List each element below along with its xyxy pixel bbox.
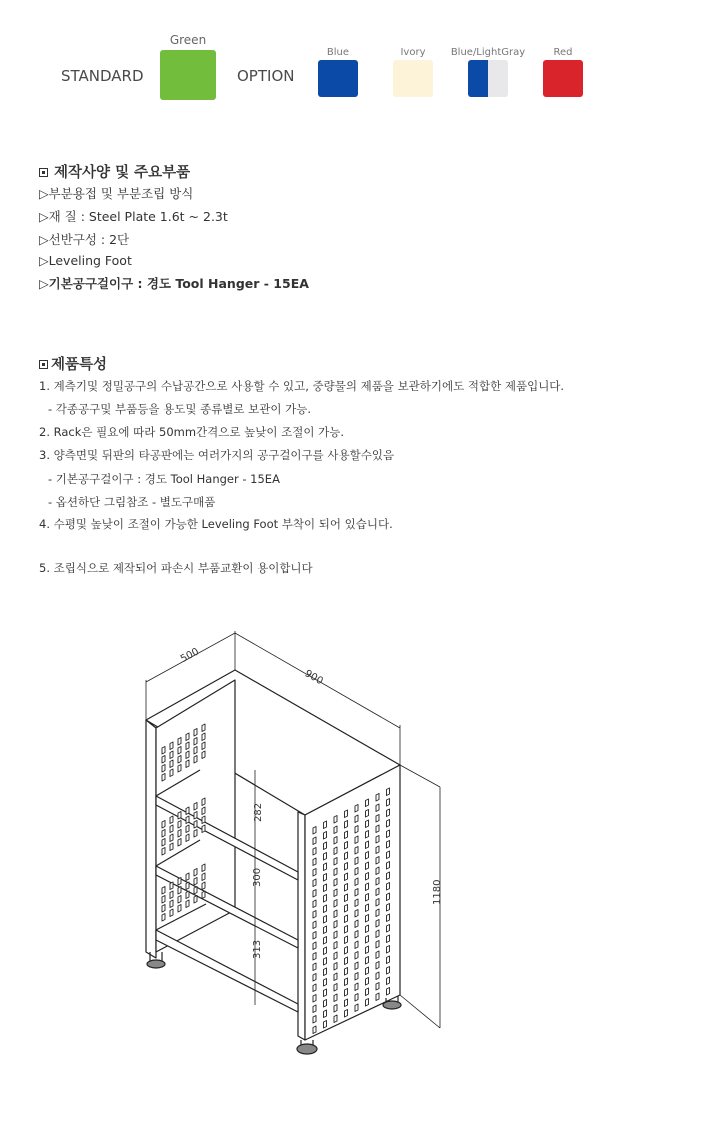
perforation-slot	[376, 909, 379, 917]
perforation-slot	[313, 879, 316, 887]
perforation-slot	[324, 895, 327, 903]
perforation-slot	[345, 926, 348, 934]
perforation-slot	[366, 810, 369, 818]
perforation-slot	[345, 968, 348, 976]
perforation-slot	[376, 972, 379, 980]
perforation-slot	[194, 747, 197, 755]
perforation-slot	[376, 794, 379, 802]
swatch-caption-blue: Blue	[326, 47, 350, 58]
perforation-slot	[376, 951, 379, 959]
perforation-slot	[355, 941, 358, 949]
perforation-slot	[345, 884, 348, 892]
perforation-slot	[202, 733, 205, 741]
perforation-slot	[178, 887, 181, 895]
perforation-slot	[376, 920, 379, 928]
perforation-slot	[170, 742, 173, 750]
perforation-slot	[324, 1000, 327, 1008]
perforation-slot	[162, 830, 165, 838]
perforation-slot	[170, 843, 173, 851]
perforation-slot	[324, 1021, 327, 1029]
perforation-slot	[162, 848, 165, 856]
perforation-slot	[334, 889, 337, 897]
perforation-slot	[313, 974, 316, 982]
perforation-slot	[334, 931, 337, 939]
perforation-slot	[324, 947, 327, 955]
perforation-slot	[313, 1005, 316, 1013]
perforation-slot	[334, 879, 337, 887]
perforation-slot	[170, 816, 173, 824]
perforation-slot	[162, 839, 165, 847]
perforation-slot	[355, 931, 358, 939]
perforation-slot	[366, 946, 369, 954]
perforation-slot	[186, 742, 189, 750]
perforation-slot	[186, 891, 189, 899]
perforation-slot	[376, 815, 379, 823]
perforation-slot	[376, 983, 379, 991]
perforation-slot	[186, 873, 189, 881]
perforation-slot	[178, 821, 181, 829]
perforation-slot	[334, 942, 337, 950]
perforation-slot	[162, 774, 165, 782]
option-label: OPTION	[237, 67, 295, 85]
perforation-slot	[366, 831, 369, 839]
perforation-slot	[366, 852, 369, 860]
perforation-slot	[366, 799, 369, 807]
feature-item: 4. 수평및 높낮이 조절이 가능한 Leveling Foot 부착이 되어 있습니다.	[39, 517, 393, 531]
perforation-slot	[376, 804, 379, 812]
perforation-slot	[366, 967, 369, 975]
perforation-slot	[387, 788, 390, 796]
perforation-slot	[334, 910, 337, 918]
perforation-slot	[202, 742, 205, 750]
perforation-slot	[366, 894, 369, 902]
perforation-slot	[186, 882, 189, 890]
perforation-slot	[324, 842, 327, 850]
feature-item: - 옵션하단 그림참조 - 별도구매품	[48, 495, 216, 509]
perforation-slot	[170, 900, 173, 908]
perforation-slot	[334, 858, 337, 866]
perforation-slot	[170, 882, 173, 890]
perforation-slot	[202, 816, 205, 824]
spec-item: ▷기본공구걸이구 : 경도 Tool Hanger - 15EA	[39, 276, 309, 291]
perforation-slot	[178, 738, 181, 746]
perforation-slot	[170, 834, 173, 842]
perforation-slot	[313, 858, 316, 866]
dim-width: 900	[302, 668, 325, 688]
perforation-slot	[355, 920, 358, 928]
perforation-slot	[170, 891, 173, 899]
perforation-slot	[355, 952, 358, 960]
perforation-slot	[387, 883, 390, 891]
perforation-slot	[387, 799, 390, 807]
perforation-slot	[345, 947, 348, 955]
perforation-slot	[376, 888, 379, 896]
perforation-slot	[387, 904, 390, 912]
perforation-slot	[355, 847, 358, 855]
perforation-slot	[334, 868, 337, 876]
perforation-slot	[162, 747, 165, 755]
perforation-slot	[313, 963, 316, 971]
perforation-slot	[313, 848, 316, 856]
perforation-slot	[202, 751, 205, 759]
perforation-slot	[355, 836, 358, 844]
perforation-slot	[324, 832, 327, 840]
perforation-slot	[162, 765, 165, 773]
perforation-slot	[313, 900, 316, 908]
perforation-slot	[324, 926, 327, 934]
features-title: 제품특성	[39, 353, 107, 374]
perforation-slot	[178, 756, 181, 764]
feature-item: 3. 양측면및 뒤판의 타공판에는 여러가지의 공구걸이구를 사용할수있음	[39, 448, 395, 462]
perforation-slot	[387, 977, 390, 985]
perforation-slot	[387, 851, 390, 859]
swatch-caption-ivory: Ivory	[400, 47, 426, 58]
perforation-slot	[376, 867, 379, 875]
perforation-slot	[324, 916, 327, 924]
perforation-slot	[324, 937, 327, 945]
perforation-slot	[345, 978, 348, 986]
perforation-slot	[162, 905, 165, 913]
perforation-slot	[194, 821, 197, 829]
swatch-caption-green: Green	[169, 33, 207, 47]
feature-item: 1. 계측기및 정밀공구의 수납공간으로 사용할 수 있고, 중량물의 제품을 보관하기에도 적합한 제품입니다.	[39, 379, 565, 393]
perforation-slot	[366, 988, 369, 996]
perforation-slot	[186, 751, 189, 759]
perforation-slot	[324, 979, 327, 987]
perforation-slot	[324, 905, 327, 913]
feature-item: 5. 조립식으로 제작되어 파손시 부품교환이 용이합니다	[39, 561, 313, 575]
perforation-slot	[178, 878, 181, 886]
perforation-slot	[178, 830, 181, 838]
perforation-slot	[345, 1010, 348, 1018]
dim-shelf2: 300	[252, 867, 263, 887]
perforation-slot	[170, 769, 173, 777]
perforation-slot	[324, 874, 327, 882]
perforation-slot	[162, 887, 165, 895]
perforation-slot	[170, 909, 173, 917]
perforation-slot	[376, 846, 379, 854]
specs-title: 제작사양 및 주요부품	[39, 161, 190, 182]
perforation-slot	[355, 878, 358, 886]
perforation-slot	[202, 864, 205, 872]
perforation-slot	[334, 973, 337, 981]
feature-item: - 각종공구및 부품등을 용도및 종류별로 보관이 가능.	[48, 402, 312, 416]
perforation-slot	[366, 978, 369, 986]
perforation-slot	[345, 915, 348, 923]
perforation-slot	[194, 896, 197, 904]
perforation-slot	[355, 857, 358, 865]
perforation-slot	[334, 847, 337, 855]
perforation-slot	[194, 887, 197, 895]
perforation-slot	[202, 724, 205, 732]
perforation-slot	[178, 839, 181, 847]
perforation-slot	[162, 821, 165, 829]
perforation-slot	[366, 999, 369, 1007]
perforation-slot	[366, 862, 369, 870]
perforation-slot	[194, 878, 197, 886]
perforation-slot	[313, 911, 316, 919]
perforation-slot	[313, 837, 316, 845]
perforation-slot	[334, 952, 337, 960]
perforation-slot	[345, 894, 348, 902]
perforation-slot	[387, 893, 390, 901]
perforation-slot	[376, 993, 379, 1001]
spec-item: ▷선반구성 : 2단	[39, 232, 130, 247]
perforation-slot	[387, 914, 390, 922]
perforation-slot	[355, 868, 358, 876]
spec-item: ▷Leveling Foot	[39, 253, 132, 268]
perforation-slot	[334, 1005, 337, 1013]
perforation-slot	[334, 837, 337, 845]
perforation-slot	[345, 842, 348, 850]
perforation-slot	[178, 905, 181, 913]
perforation-slot	[186, 825, 189, 833]
perforation-slot	[366, 957, 369, 965]
perforation-slot	[194, 803, 197, 811]
perforation-slot	[178, 747, 181, 755]
perforation-slot	[178, 765, 181, 773]
perforation-slot	[170, 751, 173, 759]
perforation-slot	[387, 862, 390, 870]
swatch-caption-blue-lightgray: Blue/LightGray	[450, 47, 526, 58]
perforation-slot	[376, 930, 379, 938]
perforation-slot	[387, 935, 390, 943]
perforation-slot	[355, 983, 358, 991]
perforation-slot	[202, 825, 205, 833]
perforation-slot	[376, 825, 379, 833]
perforation-slot	[345, 873, 348, 881]
perforation-slot	[376, 962, 379, 970]
perforation-slot	[345, 810, 348, 818]
perforation-slot	[186, 816, 189, 824]
perforation-slot	[355, 1004, 358, 1012]
perforation-slot	[194, 830, 197, 838]
perforation-slot	[313, 869, 316, 877]
perforation-slot	[334, 900, 337, 908]
perforation-slot	[387, 830, 390, 838]
perforation-slot	[334, 826, 337, 834]
leveling-foot-icon	[297, 1040, 317, 1054]
perforation-slot	[376, 899, 379, 907]
perforation-slot	[387, 841, 390, 849]
perforation-slot	[334, 994, 337, 1002]
perforation-slot	[345, 905, 348, 913]
perforation-slot	[324, 853, 327, 861]
perforation-slot	[345, 957, 348, 965]
perforation-slot	[334, 984, 337, 992]
perforation-slot	[334, 921, 337, 929]
perforation-slot	[186, 760, 189, 768]
perforation-slot	[162, 756, 165, 764]
perforation-slot	[186, 807, 189, 815]
perforation-slot	[170, 825, 173, 833]
perforation-slot	[366, 936, 369, 944]
perforation-slot	[313, 921, 316, 929]
perforation-slot	[355, 805, 358, 813]
perforation-slot	[186, 834, 189, 842]
perforation-slot	[366, 873, 369, 881]
perforation-slot	[324, 989, 327, 997]
perforation-slot	[324, 863, 327, 871]
perforation-slot	[194, 812, 197, 820]
perforation-slot	[376, 941, 379, 949]
perforation-slot	[194, 738, 197, 746]
perforation-slot	[387, 872, 390, 880]
perforation-slot	[355, 899, 358, 907]
perforation-slot	[313, 984, 316, 992]
perforation-slot	[194, 756, 197, 764]
perforation-slot	[387, 809, 390, 817]
perforation-slot	[178, 812, 181, 820]
perforation-slot	[345, 821, 348, 829]
perforation-slot	[334, 816, 337, 824]
perforation-slot	[313, 995, 316, 1003]
perforation-slot	[355, 889, 358, 897]
perforation-slot	[345, 852, 348, 860]
perforation-slot	[345, 989, 348, 997]
perforation-slot	[376, 836, 379, 844]
standard-label: STANDARD	[61, 67, 144, 85]
perforation-slot	[366, 915, 369, 923]
perforation-slot	[202, 891, 205, 899]
perforation-slot	[324, 1010, 327, 1018]
perforation-slot	[355, 910, 358, 918]
feature-item: - 기본공구걸이구 : 경도 Tool Hanger - 15EA	[48, 472, 280, 486]
perforation-slot	[376, 857, 379, 865]
perforation-slot	[186, 733, 189, 741]
perforation-slot	[355, 973, 358, 981]
dim-shelf3: 313	[252, 939, 263, 959]
perforation-slot	[313, 890, 316, 898]
perforation-slot	[387, 956, 390, 964]
perforation-slot	[162, 914, 165, 922]
perforation-slot	[324, 958, 327, 966]
spec-item: ▷재 질 : Steel Plate 1.6t ~ 2.3t	[39, 209, 228, 224]
perforation-slot	[324, 884, 327, 892]
perforation-slot	[324, 968, 327, 976]
swatch-caption-red: Red	[553, 47, 573, 58]
perforation-slot	[313, 942, 316, 950]
feature-item: 2. Rack은 필요에 따라 50mm간격으로 높낮이 조절이 가능.	[39, 425, 344, 439]
perforation-slot	[355, 962, 358, 970]
perforation-slot	[313, 1016, 316, 1024]
perforation-slot	[366, 904, 369, 912]
perforation-slot	[366, 841, 369, 849]
perforation-slot	[313, 932, 316, 940]
perforation-slot	[202, 807, 205, 815]
spec-item: ▷부분용접 및 부분조립 방식	[39, 186, 194, 201]
perforation-slot	[170, 760, 173, 768]
perforation-slot	[202, 873, 205, 881]
perforation-slot	[345, 831, 348, 839]
perforation-slot	[355, 826, 358, 834]
perforation-slot	[387, 925, 390, 933]
perforation-slot	[366, 925, 369, 933]
perforation-slot	[313, 1026, 316, 1034]
dim-shelf1: 282	[253, 802, 264, 822]
perforation-slot	[355, 994, 358, 1002]
perforation-slot	[186, 900, 189, 908]
perforation-slot	[376, 878, 379, 886]
perforation-slot	[324, 821, 327, 829]
perforation-slot	[345, 999, 348, 1007]
perforation-slot	[345, 936, 348, 944]
perforation-slot	[194, 869, 197, 877]
perforation-slot	[313, 953, 316, 961]
perforation-slot	[178, 896, 181, 904]
dim-height: 1180	[432, 879, 443, 905]
dim-depth: 500	[178, 646, 201, 665]
perforation-slot	[366, 883, 369, 891]
perforation-slot	[313, 827, 316, 835]
perforation-slot	[387, 988, 390, 996]
perforation-slot	[334, 963, 337, 971]
perforation-slot	[162, 896, 165, 904]
perforation-slot	[387, 946, 390, 954]
perforation-slot	[387, 820, 390, 828]
perforation-slot	[334, 1015, 337, 1023]
perforation-slot	[345, 863, 348, 871]
perforation-slot	[202, 798, 205, 806]
perforation-slot	[194, 729, 197, 737]
perforation-slot	[387, 967, 390, 975]
perforation-slot	[202, 882, 205, 890]
perforation-slot	[366, 820, 369, 828]
perforation-slot	[355, 815, 358, 823]
